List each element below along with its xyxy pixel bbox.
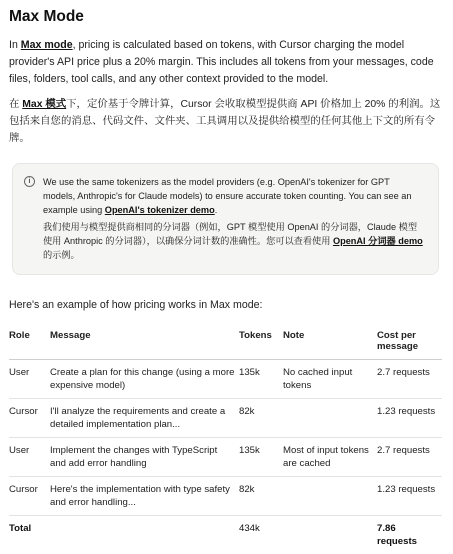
- paragraph-zh: 在 Max 模式下，定价基于令牌计算，Cursor 会收取模型提供商 API 价格加上 20% 的利润。这包括来自您的消息、代码文件、文件夹、工具调用以及提供给模型的任何其他上下文的所有令牌。: [9, 96, 442, 147]
- page-title: Max Mode: [9, 8, 442, 26]
- total-note: [283, 516, 377, 554]
- cell-message: Implement the changes with TypeScript and add error handling: [50, 438, 239, 477]
- cell-note: No cached input tokens: [283, 360, 377, 399]
- note-text-en: We use the same tokenizers as the model providers (e.g. OpenAI's tokenizer for GPT models, Anthropic's for Claude models) to ensure accurate token counting. You can see an example using OpenAI's tokenizer demo.: [43, 175, 424, 217]
- max-mode-link[interactable]: Max mode: [21, 39, 73, 51]
- pricing-table: [9, 326, 442, 554]
- header-note: Note: [283, 326, 377, 360]
- tokenizer-demo-link[interactable]: OpenAI's tokenizer demo: [105, 205, 215, 215]
- table-row: [9, 399, 442, 438]
- cell-message: Create a plan for this change (using a more expensive model): [50, 360, 239, 399]
- table-row: [9, 360, 442, 399]
- tokenizer-demo-link-zh[interactable]: OpenAI 分词器 demo: [333, 236, 423, 246]
- note-text-zh: 我们使用与模型提供商相同的分词器（例如，GPT 模型使用 OpenAI 的分词器，Claude 模型使用 Anthropic 的分词器），以确保分词计数的准确性。您可以查看使用 OpenAI 分词器 demo 的示例。: [43, 220, 424, 262]
- table-total-row: [9, 516, 442, 554]
- cell-note: [283, 477, 377, 516]
- cell-tokens: 82k: [239, 477, 283, 516]
- header-cost: Cost per message: [377, 326, 442, 360]
- paragraph-en: In Max mode, pricing is calculated based on tokens, with Cursor charging the model provider's API price plus a 20% margin. This includes all tokens from your messages, code files, folders, tool calls, and any other context provided to the model.: [9, 37, 442, 88]
- header-message: Message: [50, 326, 239, 360]
- cell-message: Here's the implementation with type safety and error handling...: [50, 477, 239, 516]
- table-header-row: [9, 326, 442, 360]
- header-role: Role: [9, 326, 50, 360]
- cell-role: Cursor: [9, 399, 50, 438]
- cell-cost: 1.23 requests: [377, 399, 442, 438]
- cell-message: I'll analyze the requirements and create a detailed implementation plan...: [50, 399, 239, 438]
- cell-note: Most of input tokens are cached: [283, 438, 377, 477]
- cell-tokens: 82k: [239, 399, 283, 438]
- cell-role: Cursor: [9, 477, 50, 516]
- total-message: [50, 516, 239, 554]
- header-tokens: Tokens: [239, 326, 283, 360]
- total-label: Total: [9, 516, 50, 554]
- cell-cost: 2.7 requests: [377, 438, 442, 477]
- cell-note: [283, 399, 377, 438]
- info-icon: i: [24, 176, 35, 187]
- cell-role: User: [9, 360, 50, 399]
- cell-role: User: [9, 438, 50, 477]
- total-tokens: 434k: [239, 516, 283, 554]
- cell-tokens: 135k: [239, 438, 283, 477]
- cell-cost: 1.23 requests: [377, 477, 442, 516]
- cell-tokens: 135k: [239, 360, 283, 399]
- info-callout: [12, 163, 439, 275]
- table-row: [9, 477, 442, 516]
- max-mode-link-zh[interactable]: Max 模式: [22, 99, 66, 110]
- table-intro: Here's an example of how pricing works in Max mode:: [9, 297, 442, 314]
- cell-cost: 2.7 requests: [377, 360, 442, 399]
- table-row: [9, 438, 442, 477]
- total-cost: 7.86 requests: [377, 516, 442, 554]
